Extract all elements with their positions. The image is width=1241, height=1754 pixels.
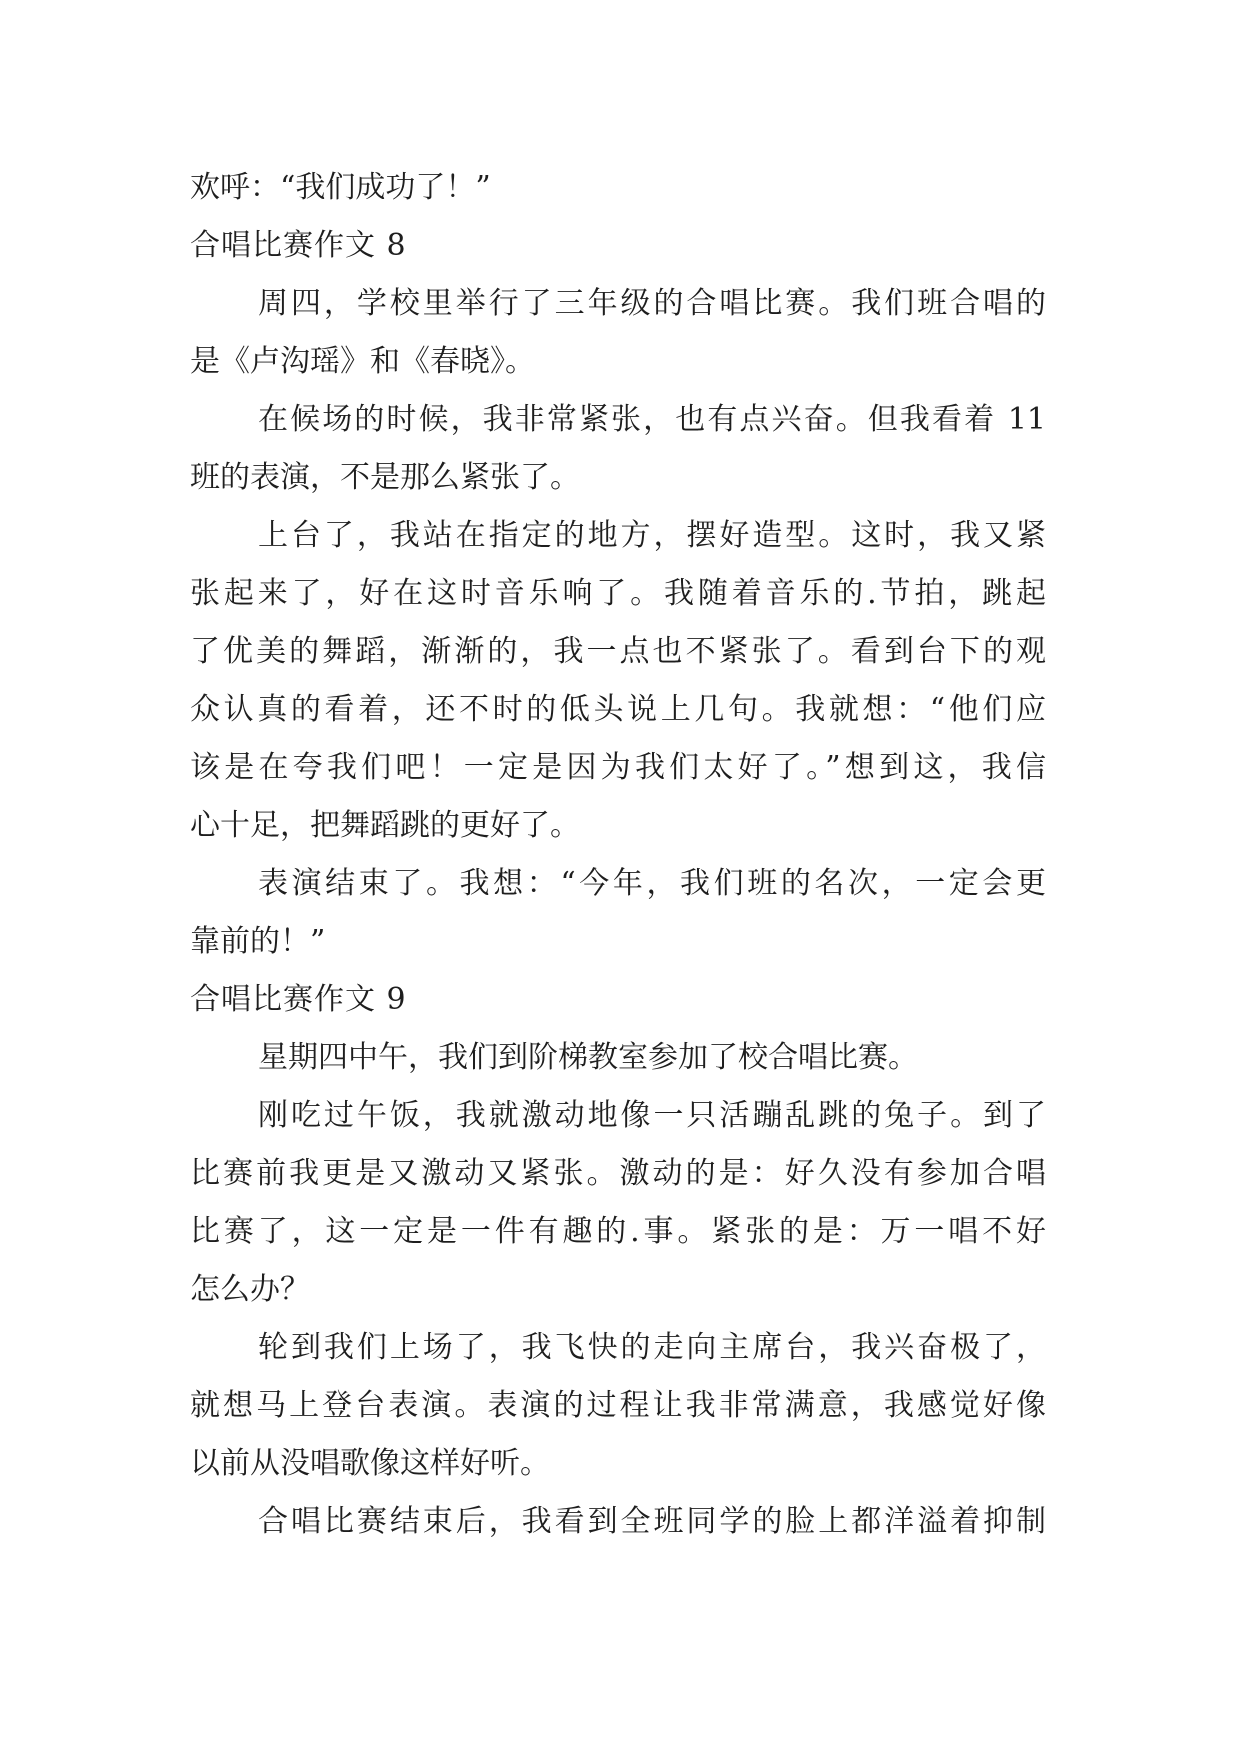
paragraph-line: 轮到我们上场了，我飞快的走向主席台，我兴奋极了， (258, 1330, 1046, 1365)
paragraph-line: 该是在夸我们吧！一定是因为我们太好了。”想到这，我信 (190, 750, 1046, 785)
paragraph-line: 就想马上登台表演。表演的过程让我非常满意，我感觉好像 (190, 1388, 1046, 1423)
paragraph-line: 班的表演，不是那么紧张了。 (190, 460, 580, 495)
paragraph-line: 合唱比赛结束后，我看到全班同学的脸上都洋溢着抑制 (258, 1504, 1046, 1539)
paragraph-line: 欢呼：“我们成功了！” (190, 170, 491, 205)
paragraph-line: 心十足，把舞蹈跳的更好了。 (190, 808, 580, 843)
essay-heading: 合唱比赛作文 8 (190, 228, 407, 263)
paragraph-line: 以前从没唱歌像这样好听。 (190, 1446, 550, 1481)
paragraph-line: 在候场的时候，我非常紧张，也有点兴奋。但我看着 11 (258, 402, 1046, 437)
document-body (190, 159, 1046, 1551)
paragraph-line: 靠前的！” (190, 924, 326, 959)
paragraph-line: 是《卢沟瑶》和《春晓》。 (190, 344, 535, 379)
paragraph-line: 表演结束了。我想：“今年，我们班的名次，一定会更 (258, 866, 1046, 901)
paragraph-line: 比赛前我更是又激动又紧张。激动的是：好久没有参加合唱 (190, 1156, 1046, 1191)
paragraph-line: 星期四中午，我们到阶梯教室参加了校合唱比赛。 (258, 1040, 918, 1075)
paragraph-line: 刚吃过午饭，我就激动地像一只活蹦乱跳的兔子。到了 (258, 1098, 1046, 1133)
paragraph-line: 上台了，我站在指定的地方，摆好造型。这时，我又紧 (258, 518, 1046, 553)
paragraph-line: 周四，学校里举行了三年级的合唱比赛。我们班合唱的 (258, 286, 1046, 321)
paragraph-line: 了优美的舞蹈，渐渐的，我一点也不紧张了。看到台下的观 (190, 634, 1046, 669)
paragraph-line: 张起来了，好在这时音乐响了。我随着音乐的.节拍，跳起 (190, 576, 1046, 611)
paragraph-line: 众认真的看着，还不时的低头说上几句。我就想：“他们应 (190, 692, 1046, 727)
essay-heading: 合唱比赛作文 9 (190, 982, 407, 1017)
paragraph-line: 怎么办？ (190, 1272, 310, 1307)
paragraph-line: 比赛了，这一定是一件有趣的.事。紧张的是：万一唱不好 (190, 1214, 1046, 1249)
